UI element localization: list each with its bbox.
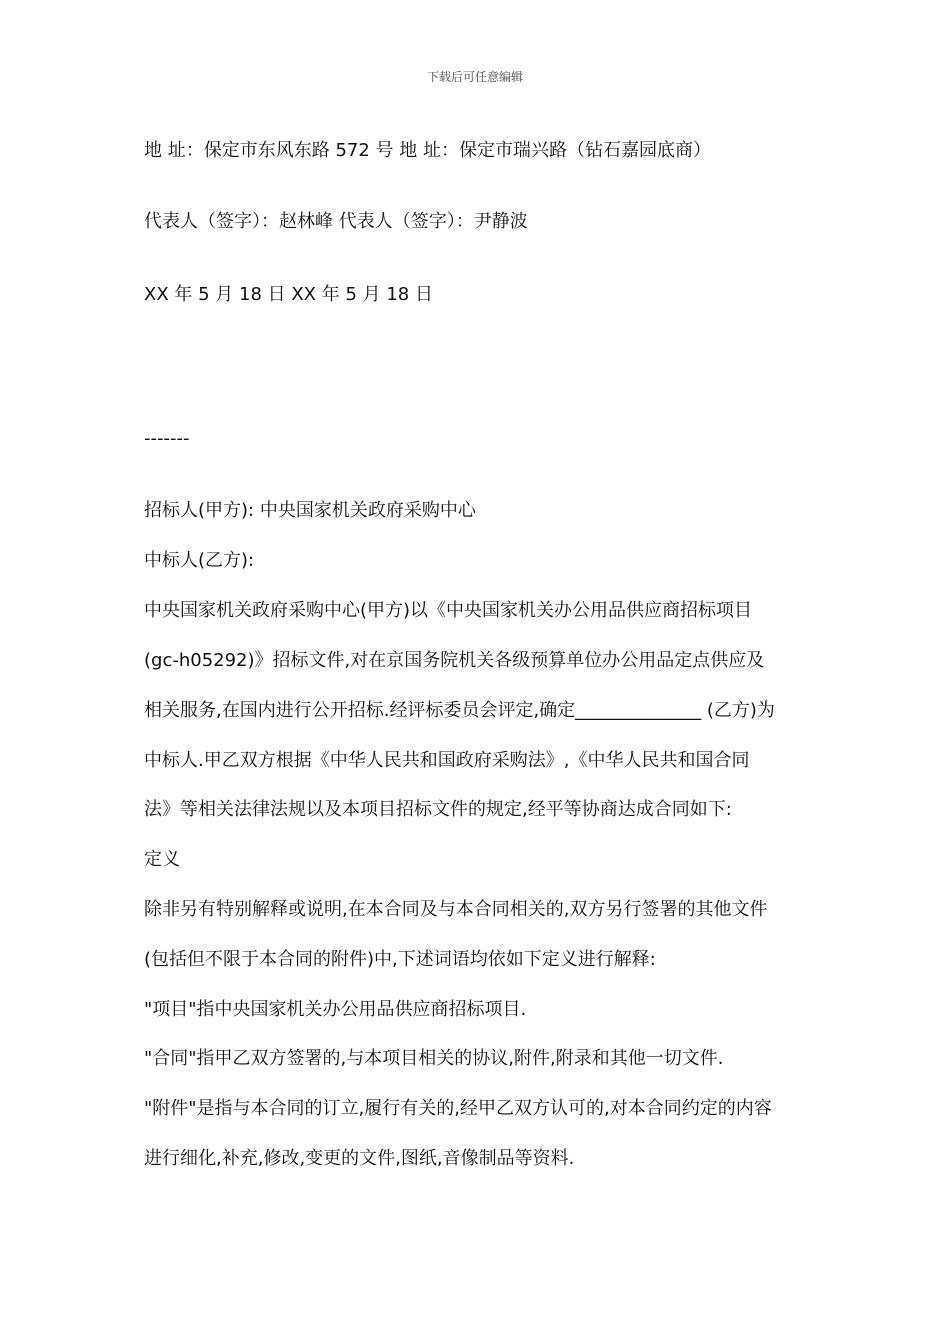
definition-line: "项目"指中央国家机关办公用品供应商招标项目. [144,999,527,1020]
definition-line: (包括但不限于本合同的附件)中,下述词语均依如下定义进行解释: [144,949,656,970]
section-title-definitions: 定义 [144,849,180,870]
page-header-note: 下载后可任意编辑 [426,70,523,84]
intro-line: 中标人.甲乙双方根据《中华人民共和国政府采购法》,《中华人民共和国合同 [144,750,750,771]
intro-line: 相关服务,在国内进行公开招标.经评标委员会评定,确定______________ (乙方)为 [144,700,775,721]
intro-line: 中央国家机关政府采购中心(甲方)以《中央国家机关办公用品供应商招标项目 [144,600,753,621]
signature-date-line: XX 年 5 月 18 日 XX 年 5 月 18 日 [144,284,433,305]
signature-address-line: 地 址：保定市东风东路 572 号 地 址：保定市瑞兴路（钻石嘉园底商） [144,140,711,161]
definition-line: 除非另有特别解释或说明,在本合同及与本合同相关的,双方另行签署的其他文件 [144,899,768,920]
party-a-line: 招标人(甲方): 中央国家机关政府采购中心 [144,500,476,521]
intro-line: (gc-h05292)》招标文件,对在京国务院机关各级预算单位办公用品定点供应及 [144,650,765,671]
signature-representative-line: 代表人（签字）：赵林峰 代表人（签字）：尹静波 [144,211,528,232]
definition-line: "附件"是指与本合同的订立,履行有关的,经甲乙双方认可的,对本合同约定的内容 [144,1098,772,1119]
definition-line: 进行细化,补充,修改,变更的文件,图纸,音像制品等资料. [144,1148,575,1169]
intro-line: 法》等相关法律法规以及本项目招标文件的规定,经平等协商达成合同如下: [144,799,732,820]
definition-line: "合同"指甲乙双方签署的,与本项目相关的协议,附件,附录和其他一切文件. [144,1048,724,1069]
section-divider: ------- [144,428,190,449]
party-b-line: 中标人(乙方): [144,550,255,571]
